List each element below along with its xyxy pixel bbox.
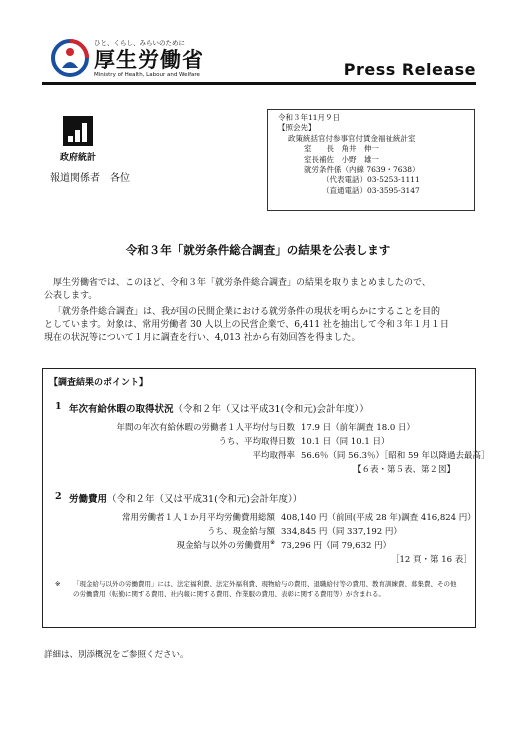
s1-row2-label: うち、平均取得日数 bbox=[218, 437, 295, 447]
s2-row3-label bbox=[65, 539, 275, 551]
recipients: 報道関係者 各位 bbox=[50, 173, 130, 184]
section-1-number: 1 bbox=[55, 401, 62, 412]
s1-row2-value: 10.1 日（同 10.1 日） bbox=[301, 437, 390, 447]
contact-direct-phone: （直通電話）03-3595-3147 bbox=[322, 185, 420, 195]
section-2-heading bbox=[69, 491, 302, 505]
ministry-emblem-icon bbox=[50, 38, 90, 78]
s1-row1-label: 年間の年次有給休暇の労働者１人平均付与日数 bbox=[116, 423, 295, 433]
footnote bbox=[55, 579, 460, 599]
header-rule bbox=[42, 82, 476, 85]
s2-reference: ［12 頁・第 16 表］ bbox=[391, 555, 472, 565]
s2-row1-value: 408,140 円（前回(平成 28 年)調査 416,824 円） bbox=[281, 513, 476, 523]
body-line: 公表します。 bbox=[44, 291, 98, 301]
ministry-logo bbox=[50, 38, 230, 88]
section-1-heading bbox=[69, 401, 369, 415]
statistics-label: 政府統計 bbox=[59, 153, 96, 163]
document-title: 令和３年「就労条件総合調査」の結果を公表します bbox=[125, 243, 391, 257]
contact-box bbox=[267, 109, 475, 211]
footnote-mark: ※ bbox=[55, 580, 61, 588]
press-release-label: Press Release bbox=[343, 60, 476, 79]
s2-row3-note-mark: ※ bbox=[269, 539, 275, 547]
government-statistics-icon bbox=[63, 116, 93, 146]
key-points-box bbox=[42, 368, 490, 628]
s2-row3-value: 73,296 円（同 79,632 円） bbox=[281, 541, 392, 551]
body-line: 「就労条件総合調査」は、我が国の民間企業における就労条件の現状を明らかにすることを目的 bbox=[53, 307, 441, 317]
s2-row2-label: うち、現金給与額 bbox=[206, 527, 275, 537]
section-2-number: 2 bbox=[55, 491, 62, 502]
release-date: 令和３年11月９日 bbox=[278, 113, 341, 122]
s1-reference: 【６表・第５表、第２図】 bbox=[353, 465, 456, 475]
contact-dept: 政策統括官付参事官付賃金福祉統計室 bbox=[288, 133, 416, 143]
s2-row2-value: 334,845 円（同 337,192 円） bbox=[281, 527, 402, 537]
closing-note: 詳細は、別添概況をご参照ください。 bbox=[44, 650, 189, 660]
body-paragraph-2 bbox=[44, 306, 474, 345]
contact-deputy: 室長補佐 小野 雄一 bbox=[304, 154, 379, 164]
section-1-title: 年次有給休暇の取得状況 bbox=[69, 404, 174, 415]
contact-main-phone: （代表電話）03-5253-1111 bbox=[322, 175, 420, 185]
s2-row1-label: 常用労働者１人１か月平均労働費用総額 bbox=[121, 513, 275, 523]
s1-row3-label: 平均取得率 bbox=[252, 451, 295, 461]
ministry-name: 厚生労働省 bbox=[94, 48, 204, 72]
body-line: 現在の状況等について１月に調査を行い、4,013 社から有効回答を得ました。 bbox=[44, 333, 361, 343]
body-paragraph-1 bbox=[44, 277, 474, 303]
s1-row3-value: 56.6％（同 56.3％）［昭和 59 年以降過去最高］ bbox=[301, 451, 490, 461]
contact-heading: 【照会先】 bbox=[278, 123, 316, 133]
body-line: 厚生労働省では、このほど、令和３年「就労条件総合調査」の結果を取りまとめましたので、 bbox=[53, 278, 431, 288]
ministry-tagline: ひと、くらし、みらいのために bbox=[94, 39, 185, 47]
contact-chief: 室 長 角井 伸一 bbox=[304, 144, 379, 154]
key-points-heading: 【調査結果のポイント】 bbox=[49, 378, 149, 388]
s2-row3-label-text: 現金給与以外の労働費用 bbox=[176, 541, 270, 551]
ministry-name-en: Ministry of Health, Labour and Welfare bbox=[94, 72, 200, 78]
footnote-text: 「現金給与以外の労働費用」には、法定福利費、法定外福利費、現物給与の費用、退職給付等の費用、教育訓練費、募集費、その他の労働費用（転勤に関する費用、社内報に関する費用、作業服の費用、表彰に関する費用等）が含まれる。 bbox=[73, 580, 457, 598]
contact-section: 就労条件係（内線 7639・7638） bbox=[304, 165, 420, 175]
section-1-period: （令和２年（又は平成31(令和元)会計年度）） bbox=[173, 404, 369, 415]
body-line: としています。対象は、常用労働者 30 人以上の民営企業で、6,411 社を抽出して令和３年１月１日 bbox=[44, 320, 449, 330]
s1-row1-value: 17.9 日（前年調査 18.0 日） bbox=[301, 423, 415, 433]
section-2-title: 労働費用 bbox=[69, 494, 108, 505]
section-2-period: （令和２年（又は平成31(令和元)会計年度）） bbox=[107, 494, 303, 505]
